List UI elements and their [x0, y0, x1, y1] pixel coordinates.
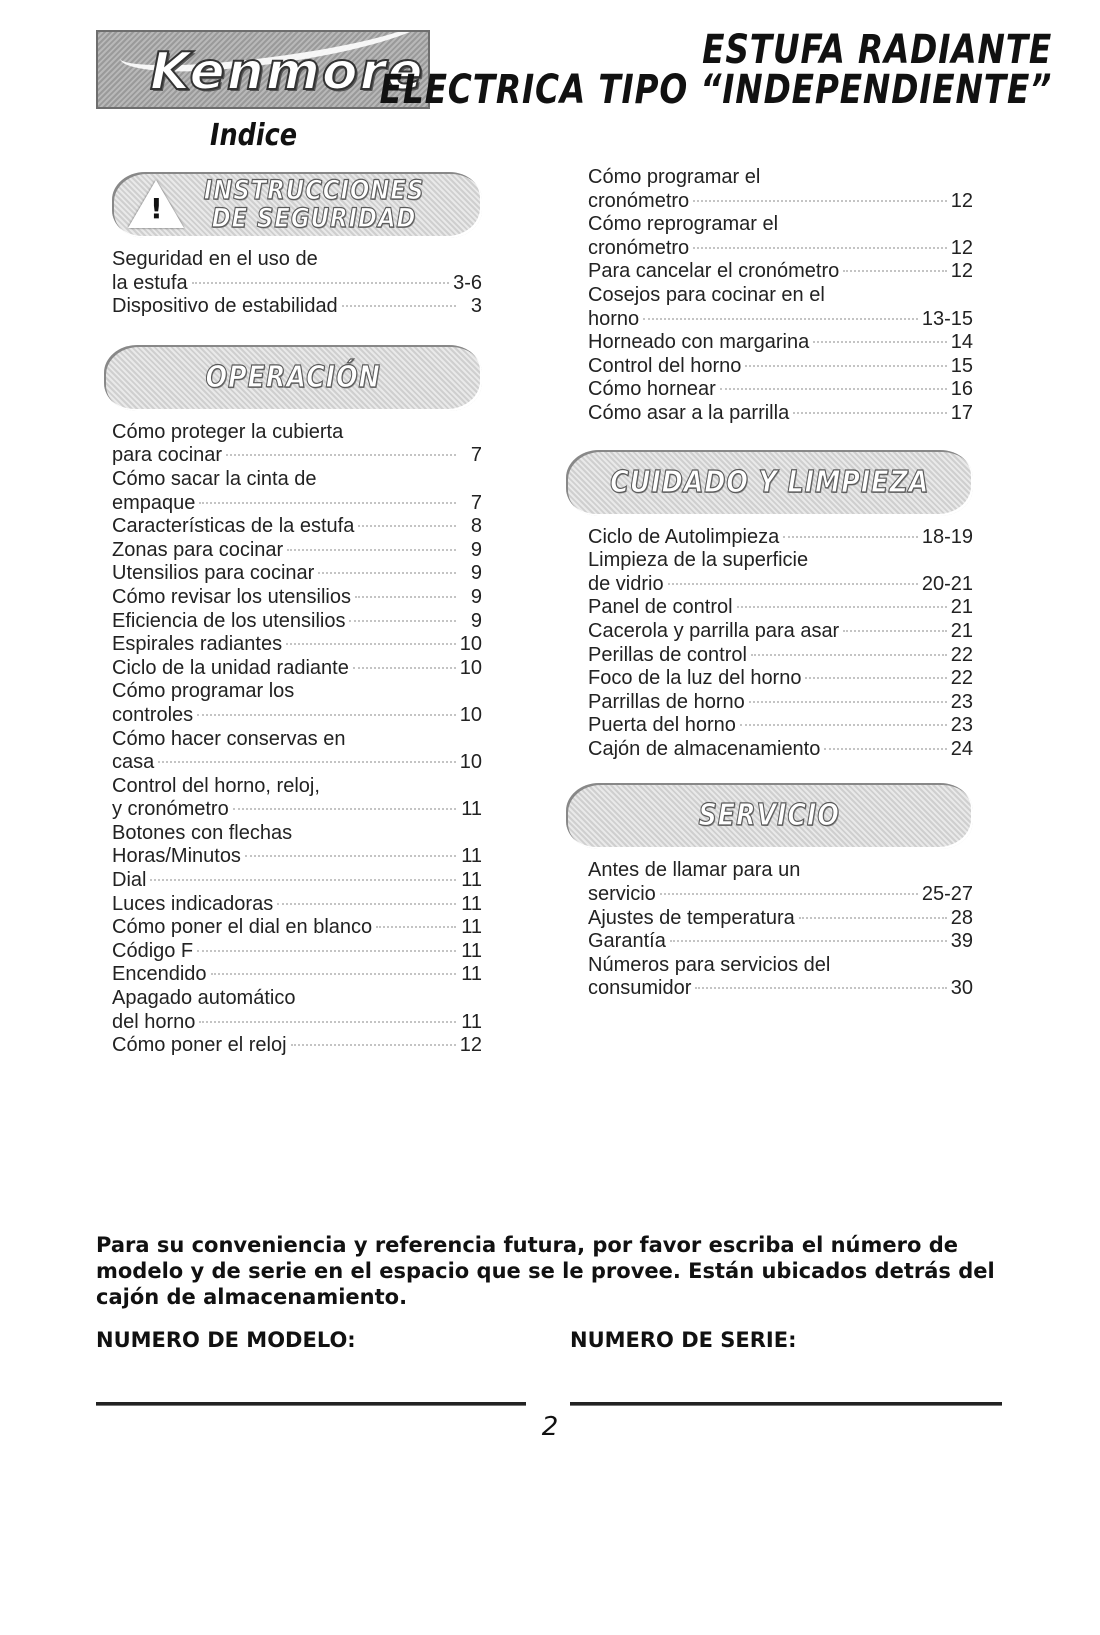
toc-entry-row: [112, 893, 482, 917]
toc-entry: [588, 213, 973, 260]
model-number-label: NUMERO DE MODELO:: [96, 1328, 356, 1352]
toc-entry-row: [112, 869, 482, 893]
toc-page-number: 10: [459, 633, 482, 656]
dot-leader: [342, 305, 456, 307]
toc-page-number: 9: [470, 538, 482, 561]
toc-entry-text: Utensilios para cocinar: [112, 562, 315, 585]
toc-entry: [588, 738, 973, 762]
toc-entry: [588, 331, 973, 355]
dot-leader: [355, 596, 456, 598]
dot-leader: [670, 940, 947, 942]
toc-entry: [112, 633, 482, 657]
toc-page-number: 11: [461, 1010, 482, 1033]
toc-page-number: 39: [950, 930, 973, 953]
banner-operacion-text: OPERACIÓN: [205, 359, 381, 395]
toc-entry-text: Seguridad en el uso de: [112, 248, 318, 270]
dot-leader: [668, 583, 918, 585]
toc-left-column: [112, 172, 482, 1058]
toc-entry-text: cronómetro: [588, 236, 690, 259]
toc-entry-text: Garantía: [588, 930, 666, 953]
toc-entry-row: [112, 272, 482, 296]
toc-entry: [112, 468, 482, 515]
toc-entry-text: Números para servicios del: [588, 953, 831, 976]
toc-entry-text: Horneado con margarina: [588, 331, 810, 354]
toc-entry-row: [588, 260, 973, 284]
toc-page-number: 30: [950, 977, 973, 1000]
dot-leader: [291, 1044, 456, 1046]
toc-page-number: 17: [950, 401, 973, 424]
toc-entry: [112, 728, 482, 775]
toc-page-number: 9: [470, 585, 482, 608]
dot-leader: [353, 667, 456, 669]
dot-leader: [277, 903, 456, 905]
toc-entry-text: Dial: [112, 869, 147, 892]
dot-leader: [199, 1021, 456, 1023]
toc-page-number: 16: [950, 378, 973, 401]
dot-leader: [245, 855, 456, 857]
toc-entry-text: Cómo revisar los utensilios: [112, 585, 351, 608]
toc-entry: [588, 691, 973, 715]
toc-page-number: 10: [459, 656, 482, 679]
toc-entry-text: Panel de control: [588, 596, 733, 619]
toc-right-column: [588, 166, 973, 1001]
dot-leader: [693, 247, 947, 249]
toc-entry-row: [112, 916, 482, 940]
toc-entry: [588, 596, 973, 620]
dot-leader: [158, 761, 456, 763]
dot-leader: [751, 654, 947, 656]
dot-leader: [813, 341, 947, 343]
toc-entry-row: [588, 402, 973, 426]
toc-entry-text: Eficiencia de los utensilios: [112, 609, 346, 632]
dot-leader: [197, 950, 456, 952]
title-line-1: ESTUFA RADIANTE: [701, 27, 1052, 73]
dot-leader: [793, 412, 947, 414]
toc-entry: [112, 539, 482, 563]
serial-number-notice: Para su conveniencia y referencia futura, por favor escriba el número de modelo y de serie en el espacio que se le provee. Están ubicados detrás del cajón de almacenamiento.: [96, 1233, 995, 1309]
toc-entry-text: Luces indicadoras: [112, 892, 274, 915]
toc-entry-row: [112, 562, 482, 586]
toc-page-number: 3-6: [453, 271, 482, 294]
toc-page-number: 14: [950, 331, 973, 354]
toc-entry-text: Puerta del horno: [588, 714, 736, 737]
toc-entry: [112, 1034, 482, 1058]
toc-entry-row: [588, 738, 973, 762]
dot-leader: [197, 714, 456, 716]
toc-page-number: 13-15: [921, 307, 973, 330]
toc-entry-row: [588, 883, 973, 907]
banner-seguridad-text: INSTRUCCIONES DE SEGURIDAD: [203, 175, 425, 234]
toc-entry-row: [588, 620, 973, 644]
dot-leader: [192, 282, 449, 284]
toc-entry-row: [112, 444, 482, 468]
toc-entry-row: [112, 1011, 482, 1035]
dot-leader: [349, 620, 456, 622]
toc-page-number: 23: [950, 690, 973, 713]
document-title: [379, 27, 1052, 113]
dot-leader: [287, 549, 456, 551]
toc-page-number: 11: [461, 892, 482, 915]
toc-entry: [112, 248, 482, 295]
toc-entry-text: y cronómetro: [112, 798, 229, 821]
toc-entry: [588, 907, 973, 931]
toc-entry: [112, 562, 482, 586]
toc-entry: [112, 893, 482, 917]
dot-leader: [150, 879, 456, 881]
toc-page-number: 11: [461, 845, 482, 868]
toc-entry-row: [112, 492, 482, 516]
dot-leader: [805, 677, 946, 679]
toc-entry-text: Cómo hacer conservas en: [112, 727, 346, 750]
toc-entry-row: [588, 190, 973, 214]
toc-entry: [112, 680, 482, 727]
toc-page-number: 21: [950, 596, 973, 619]
toc-entry-text: Código F: [112, 939, 194, 962]
dot-leader: [376, 926, 456, 928]
dot-leader: [358, 525, 456, 527]
toc-entry-row: [588, 977, 973, 1001]
dot-leader: [643, 318, 918, 320]
toc-entry-text: casa: [112, 751, 155, 774]
toc-entry-text: Horas/Minutos: [112, 845, 241, 868]
toc-entry-row: [588, 573, 973, 597]
banner-servicio: [566, 783, 973, 849]
toc-entry-row: [588, 378, 973, 402]
toc-entry-row: [112, 940, 482, 964]
warning-triangle-icon: !: [128, 180, 184, 228]
title-line-2: ELECTRICA TIPO “INDEPENDIENTE”: [379, 67, 1052, 113]
toc-entry-text: para cocinar: [112, 444, 223, 467]
dot-leader: [843, 630, 947, 632]
toc-entry-row: [588, 691, 973, 715]
toc-page-number: 10: [459, 703, 482, 726]
dot-leader: [233, 808, 456, 810]
toc-entry-row: [112, 586, 482, 610]
toc-entry-row: [112, 515, 482, 539]
toc-page-number: 20-21: [921, 572, 973, 595]
toc-entry-row: [588, 526, 973, 550]
toc-entry: [112, 775, 482, 822]
dot-leader: [286, 643, 456, 645]
toc-entry-text: Encendido: [112, 963, 207, 986]
toc-entry-text: Zonas para cocinar: [112, 538, 284, 561]
dot-leader: [843, 270, 947, 272]
toc-page-number: 22: [950, 667, 973, 690]
toc-entry-text: horno: [588, 307, 640, 330]
toc-entry: [588, 402, 973, 426]
toc-entry-text: Cómo reprogramar el: [588, 213, 779, 236]
dot-leader: [693, 200, 947, 202]
toc-page-number: 7: [470, 491, 482, 514]
toc-section-servicio: [588, 859, 973, 1001]
toc-entry-text: Foco de la luz del horno: [588, 667, 802, 690]
toc-entry: [112, 657, 482, 681]
toc-entry: [588, 549, 973, 596]
toc-entry-text: Botones con flechas: [112, 821, 293, 844]
toc-entry-text: Perillas de control: [588, 643, 747, 666]
toc-page-number: 25-27: [921, 883, 973, 906]
toc-entry-text: Cómo poner el dial en blanco: [112, 916, 373, 939]
toc-page-number: 7: [470, 444, 482, 467]
toc-page-number: 3: [470, 295, 482, 318]
toc-entry: [588, 260, 973, 284]
toc-entry-row: [112, 1034, 482, 1058]
dot-leader: [737, 606, 947, 608]
toc-page-number: 9: [470, 609, 482, 632]
dot-leader: [783, 536, 918, 538]
toc-entry: [588, 930, 973, 954]
toc-page-number: 11: [461, 916, 482, 939]
model-number-line[interactable]: [96, 1402, 526, 1406]
toc-entry: [588, 954, 973, 1001]
dot-leader: [824, 748, 946, 750]
toc-page-number: 11: [461, 939, 482, 962]
banner-cuidado-text: CUIDADO Y LIMPIEZA: [609, 464, 930, 500]
toc-entry-row: [588, 714, 973, 738]
toc-entry: [112, 987, 482, 1034]
banner-seguridad: [112, 172, 482, 238]
toc-section-seguridad: [112, 248, 482, 319]
toc-entry: [588, 667, 973, 691]
toc-entry-text: Características de la estufa: [112, 515, 355, 538]
dot-leader: [799, 917, 947, 919]
toc-page-number: 12: [459, 1034, 482, 1057]
toc-entry-row: [588, 596, 973, 620]
toc-entry-text: Cómo programar el: [588, 166, 761, 188]
toc-entry: [588, 378, 973, 402]
toc-page-number: 12: [950, 236, 973, 259]
toc-page-number: 21: [950, 619, 973, 642]
toc-page-number: 10: [459, 751, 482, 774]
toc-entry-text: empaque: [112, 491, 196, 514]
toc-entry-row: [112, 963, 482, 987]
logo-text: Kenmore: [150, 42, 425, 102]
toc-entry-text: Ciclo de Autolimpieza: [588, 525, 780, 548]
toc-entry: [588, 644, 973, 668]
toc-entry-row: [588, 237, 973, 261]
toc-entry: [588, 166, 973, 213]
toc-page-number: 11: [461, 869, 482, 892]
toc-entry-text: Cacerola y parrilla para asar: [588, 619, 840, 642]
toc-entry-row: [112, 845, 482, 869]
toc-entry-text: Para cancelar el cronómetro: [588, 260, 840, 283]
toc-page-number: 24: [950, 737, 973, 760]
toc-entry-text: Limpieza de la superficie: [588, 549, 809, 572]
banner-cuidado: [566, 450, 973, 516]
toc-page-number: 15: [950, 354, 973, 377]
dot-leader: [720, 388, 947, 390]
toc-entry-text: la estufa: [112, 271, 188, 294]
dot-leader: [660, 893, 918, 895]
toc-page-number: 9: [470, 562, 482, 585]
dot-leader: [226, 454, 456, 456]
toc-entry: [112, 610, 482, 634]
serial-number-line[interactable]: [570, 1402, 1002, 1406]
toc-entry-text: servicio: [588, 883, 656, 906]
toc-entry-row: [112, 704, 482, 728]
toc-entry-text: Cómo programar los: [112, 680, 295, 703]
toc-entry-text: Cómo proteger la cubierta: [112, 420, 344, 443]
toc-entry: [588, 859, 973, 906]
toc-entry-text: controles: [112, 703, 194, 726]
dot-leader: [211, 973, 456, 975]
toc-page-number: 8: [470, 515, 482, 538]
dot-leader: [318, 572, 456, 574]
toc-entry: [588, 526, 973, 550]
toc-page-number: 12: [950, 260, 973, 283]
toc-entry-row: [112, 657, 482, 681]
toc-entry-text: Dispositivo de estabilidad: [112, 295, 338, 318]
toc-entry-text: Cómo asar a la parrilla: [588, 401, 790, 424]
toc-entry: [588, 714, 973, 738]
toc-entry-row: [112, 539, 482, 563]
toc-entry-row: [112, 633, 482, 657]
toc-entry-text: Cómo hornear: [588, 378, 716, 401]
dot-leader: [745, 365, 946, 367]
toc-entry-text: Cajón de almacenamiento: [588, 737, 821, 760]
toc-page-number: 11: [461, 963, 482, 986]
index-heading: Indice: [210, 118, 298, 153]
toc-entry: [112, 515, 482, 539]
dot-leader: [749, 701, 947, 703]
toc-entry-text: cronómetro: [588, 189, 690, 212]
serial-number-label: NUMERO DE SERIE:: [570, 1328, 797, 1352]
toc-entry-row: [588, 644, 973, 668]
toc-entry-text: consumidor: [588, 977, 692, 1000]
toc-entry: [588, 620, 973, 644]
toc-entry-row: [112, 798, 482, 822]
toc-entry: [588, 355, 973, 379]
dot-leader: [740, 724, 947, 726]
toc-page-number: 28: [950, 906, 973, 929]
toc-entry-text: de vidrio: [588, 572, 664, 595]
toc-entry-row: [588, 930, 973, 954]
toc-entry-row: [588, 355, 973, 379]
toc-section-cuidado: [588, 526, 973, 762]
toc-entry-text: Control del horno, reloj,: [112, 774, 320, 797]
toc-entry: [112, 822, 482, 869]
toc-page-number: 11: [461, 798, 482, 821]
toc-entry: [112, 963, 482, 987]
toc-page-number: 12: [950, 189, 973, 212]
dot-leader: [199, 502, 456, 504]
toc-entry: [112, 586, 482, 610]
toc-entry-text: Espirales radiantes: [112, 633, 283, 656]
toc-entry-row: [588, 331, 973, 355]
toc-entry-text: Ajustes de temperatura: [588, 906, 795, 929]
toc-entry: [112, 940, 482, 964]
toc-entry-text: Control del horno: [588, 354, 742, 377]
toc-entry-text: Parrillas de horno: [588, 690, 745, 713]
toc-page-number: 18-19: [921, 525, 973, 548]
toc-entry-text: Cómo sacar la cinta de: [112, 467, 317, 490]
toc-entry-text: Antes de llamar para un: [588, 859, 801, 882]
toc-entry-row: [112, 295, 482, 319]
dot-leader: [695, 987, 946, 989]
toc-entry: [112, 869, 482, 893]
toc-entry: [112, 916, 482, 940]
toc-entry: [588, 284, 973, 331]
toc-entry-row: [588, 308, 973, 332]
toc-entry-text: Ciclo de la unidad radiante: [112, 656, 349, 679]
toc-entry-text: Cosejos para cocinar en el: [588, 283, 825, 306]
page-number: 2: [541, 1412, 559, 1442]
banner-servicio-text: SERVICIO: [698, 798, 841, 834]
toc-section-operacion: [112, 421, 482, 1058]
toc-entry-text: del horno: [112, 1010, 196, 1033]
toc-entry-text: Cómo poner el reloj: [112, 1034, 287, 1057]
toc-entry-row: [588, 907, 973, 931]
toc-page-number: 22: [950, 643, 973, 666]
toc-page-number: 23: [950, 714, 973, 737]
toc-entry: [112, 421, 482, 468]
toc-entry-row: [588, 667, 973, 691]
toc-entry: [112, 295, 482, 319]
toc-entry-row: [112, 751, 482, 775]
banner-operacion: [104, 345, 482, 411]
toc-section-operacion-cont: [588, 166, 973, 426]
toc-entry-row: [112, 610, 482, 634]
toc-entry-text: Apagado automático: [112, 987, 296, 1010]
